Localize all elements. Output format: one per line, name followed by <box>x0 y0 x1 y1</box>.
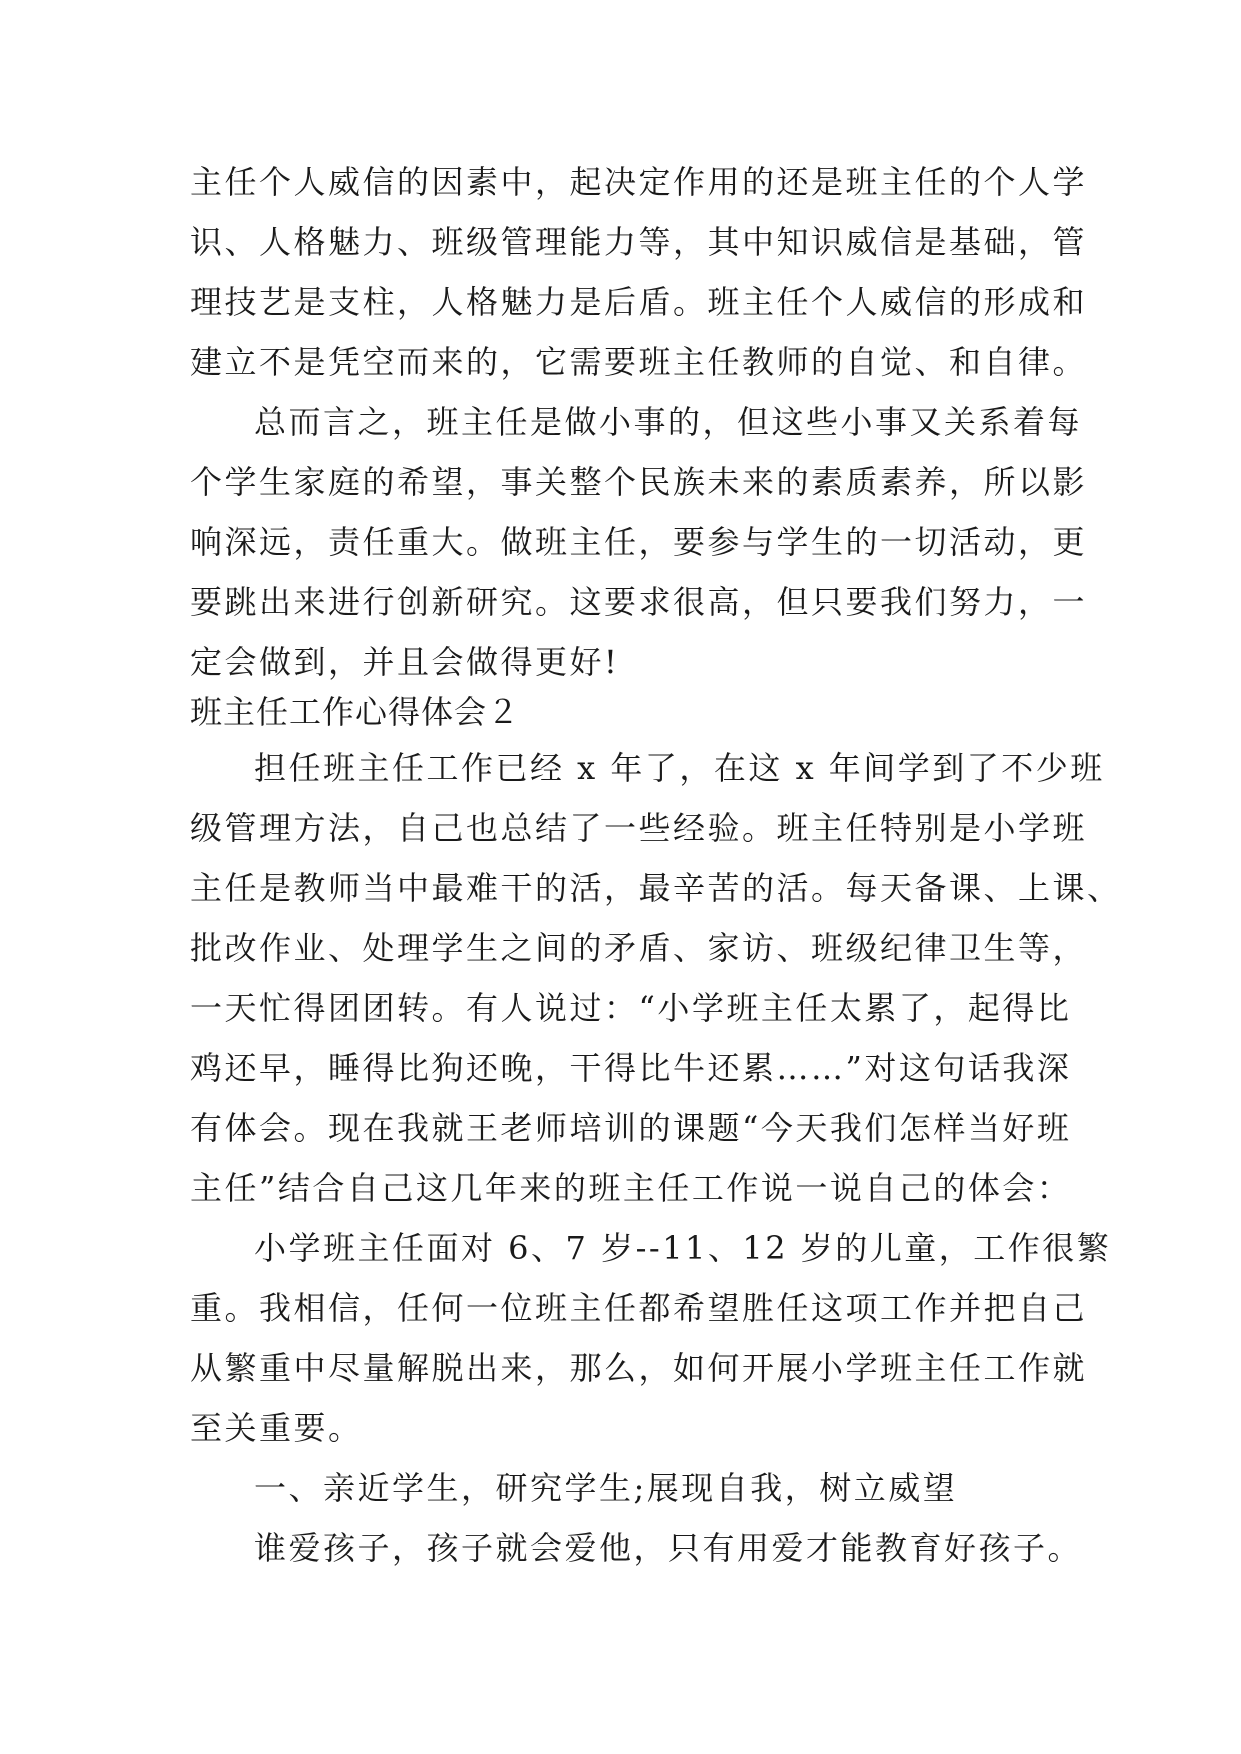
text-line: 有体会。现在我就王老师培训的课题“今天我们怎样当好班 <box>190 1109 1072 1147</box>
text-line: 个学生家庭的希望，事关整个民族未来的素质素养，所以影 <box>190 463 1088 501</box>
text-line: 主任是教师当中最难干的活，最辛苦的活。每天备课、上课、 <box>190 869 1122 907</box>
text-line: 响深远，责任重大。做班主任，要参与学生的一切活动，更 <box>190 523 1088 561</box>
text-line: 主任个人威信的因素中，起决定作用的还是班主任的个人学 <box>190 163 1088 201</box>
text-line: 识、人格魅力、班级管理能力等，其中知识威信是基础，管 <box>190 223 1088 261</box>
paragraph-start-line: 谁爱孩子，孩子就会爱他，只有用爱才能教育好孩子。 <box>254 1529 1083 1567</box>
text-line: 定会做到，并且会做得更好! <box>190 643 620 681</box>
paragraph-start-line: 担任班主任工作已经 x 年了，在这 x 年间学到了不少班 <box>254 749 1105 787</box>
text-line: 从繁重中尽量解脱出来，那么，如何开展小学班主任工作就 <box>190 1349 1088 1387</box>
text-line: 级管理方法，自己也总结了一些经验。班主任特别是小学班 <box>190 809 1088 847</box>
paragraph-start-line: 小学班主任面对 6、7 岁--11、12 岁的儿童，工作很繁 <box>254 1229 1112 1267</box>
text-line: 鸡还早，睡得比狗还晚，干得比牛还累……”对这句话我深 <box>190 1049 1072 1087</box>
text-line: 理技艺是支柱，人格魅力是后盾。班主任个人威信的形成和 <box>190 283 1088 321</box>
paragraph-start-line: 总而言之，班主任是做小事的，但这些小事又关系着每 <box>254 403 1083 441</box>
text-line: 主任”结合自己这几年来的班主任工作说一说自己的体会： <box>190 1169 1072 1207</box>
text-line: 重。我相信，任何一位班主任都希望胜任这项工作并把自己 <box>190 1289 1088 1327</box>
text-line: 批改作业、处理学生之间的矛盾、家访、班级纪律卫生等， <box>190 929 1088 967</box>
list-heading: 一、亲近学生，研究学生;展现自我，树立威望 <box>254 1469 958 1507</box>
text-line: 建立不是凭空而来的，它需要班主任教师的自觉、和自律。 <box>190 343 1088 381</box>
section-heading: 班主任工作心得体会２ <box>190 693 521 731</box>
text-line: 至关重要。 <box>190 1409 363 1447</box>
text-line: 要跳出来进行创新研究。这要求很高，但只要我们努力，一 <box>190 583 1088 621</box>
text-line: 一天忙得团团转。有人说过：“小学班主任太累了，起得比 <box>190 989 1072 1027</box>
